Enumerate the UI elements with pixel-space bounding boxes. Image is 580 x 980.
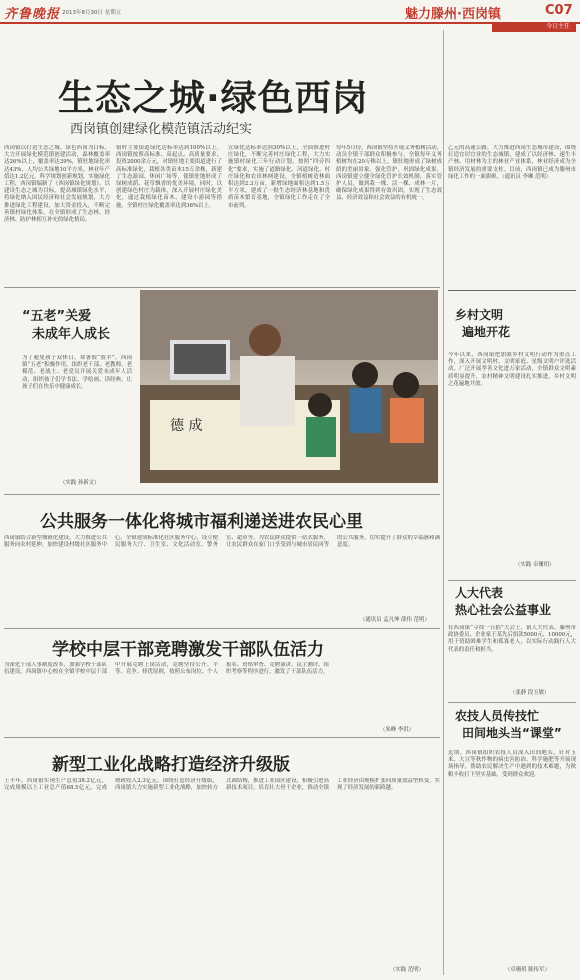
news-photo (140, 290, 438, 483)
calligraphy-class-image (140, 290, 438, 483)
industry-headline: 新型工业化战略打造经济升级版 (52, 755, 290, 775)
section-divider (4, 287, 440, 288)
feature-subtitle: 西岗镇创建绿化模范镇活动纪实 (70, 122, 253, 137)
side3-title2: 田间地头当“课堂” (462, 726, 562, 740)
recruitment-headline: 学校中层干部竞聘激发干部队伍活力 (52, 640, 324, 660)
public-service-body: 西岗镇结合新型城镇化建设，大力推进公共服务向农村延伸，加快建设村级社区服务中心，全镇建成标准化社区服务中心，设立便民服务大厅、卫生室、文化活动室、警务室、超市等，为农民群众提供一站式服务，让农民群众在家门口享受到与城市居民同等的公共服务，切实提升了群众的幸福感和满意度。 (4, 535, 440, 549)
issue-date: 2013年8月30日 星期五 (62, 10, 122, 16)
feature-col3: 宣绿化达标率达到30%以上，全面推进村庄绿化，不断完善村庄绿化工程，大力实施镇村绿化三年行动计划，按照“四旁四化”要求，实施了道路绿化、河道绿化、村庄绿化和农田林网建设，全镇植树造林面积达到2.3万亩，新增绿地面积达到1.5万平方米，建成了一批生态经济林基地和优质苗木繁育基地，全镇绿化工作走在了全市前列。 (228, 145, 330, 209)
feature-col5: 乙元的高速公路，大力推进西岗生态城市建设，围绕打造宜居宜业的生态城镇，建成了以经济林、速生丰产林、用材林为主的林业产业体系，林业经济成为全镇经济发展的重要支柱。目前，西岗镇已成为滕州市绿化工作的一面旗帜。（通讯员 李琳 范明） (448, 145, 576, 180)
photo-story-title1: “五老”关爱 (22, 309, 92, 324)
side3-title1: 农技人员传技忙 (455, 709, 540, 723)
column-divider (443, 30, 444, 975)
side2-credit: （张静 段玉敏） (510, 690, 550, 696)
side3-credit: （卓珊玥 陈传军） (505, 967, 550, 973)
side2-title2: 热心社会公益事业 (455, 603, 552, 617)
side1-body: 今年以来，西岗镇把加强乡村文明行动作为重点工作，深入开展文明村、文明家庭、星级文明户评选活动，广泛开展孝善文化进万家活动，全镇群众文明素质明显提升，农村精神文明建设扎实推进，乡村文明之花遍地开放。 (448, 352, 576, 387)
divider (4, 737, 440, 738)
divider (4, 628, 440, 629)
photo-story-body: 为了避免孩子双休日、寒暑假“放羊”，西岗镇“五老”积极作用，组织老干部、老教师、老模范、老战士、老党员开展关爱未成年人活动，组织孩子们学书法、学绘画、读经典，让孩子们在快乐中健康成长。 (22, 355, 132, 390)
feature-title: 生态之城·绿色西岗 (58, 78, 369, 119)
side2-body: 在西岗镇“寻找一日捐”大会上，镇人大代表、滕州市政协委员、企业家王某先后捐款5000元、10000元，用于资助困难学生和孤寡老人，以实际行动践行人大代表的责任和担当。 (448, 625, 576, 653)
side3-body: 近期，西岗镇组织农技人员深入田间地头，针对玉米、大豆等秋作物的病虫害防治、科学施肥等开展现场指导，帮助农民解决生产中遇到的技术难题，为秋粮丰收打下坚实基础，受到群众欢迎。 (448, 750, 576, 778)
photo-story-title2: 未成年人成长 (32, 327, 111, 342)
side2-title1: 人大代表 (455, 586, 504, 600)
feature-col1: 西岗镇以打造生态之城、绿色西岗为目标，大力开展绿化模范镇创建活动，森林覆盖率达26%以上，覆盖率达39%，镇驻地绿化率达43%，人均公共绿地10平方米，林业年产值达1.2亿元。科学规划创新规划，实施绿化工程，西岗镇编制了《西岗镇绿化规划》，以建设生态之城为目标，提高城镇绿化水平，将绿化纳入国民经济和社会发展规划，大力推进绿化工程建设，加大资金投入，不断完善镇村绿化体系，在全镇形成了生态林、经济林、防护林相互补充的绿化格局。 (4, 145, 110, 224)
industry-credit: （实践 范明） (390, 967, 425, 973)
recruitment-credit: （朱峰 李洪） (380, 727, 415, 733)
industry-body: 上半年，西岗镇实现生产总值38.2亿元，完成规模以上工业总产值68.5亿元，完成财政收入2.3亿元。围绕打造经济升级版，西岗镇大力实施新型工业化战略，加快转方式调结构，推进工业园区建设，积极引进高新技术项目，培育壮大骨干企业，推动全镇工业经济由规模扩张向质量效益型转变，实现了经济发展的新跨越。 (4, 778, 440, 792)
feature-col2: 镇村主要街道绿化达标率达到100%以上。西岗镇按照高标准、高起点、高质量要求，投资2000余万元，对镇驻地主要街道进行了高标准绿化，栽植各类苗木15万余株，新建了生态游园、休闲广场等，使镇驻地形成了绿树成荫、花草飘香的优美环境。同时，以创建绿色村庄为载体，深入开展村庄绿化美化，通过栽植绿化苗木、建设小游园等措施，全镇村庄绿化覆盖率达到36%以上。 (116, 145, 222, 209)
sidebar-divider (448, 290, 576, 291)
feature-col4: 每年5月份，西岗镇坚持开展义务植树活动，动员全镇干部群众积极参与，全镇每年义务植树均在20万株以上，镇驻地形成了绿树成荫的美丽景象。强化管护，巩固绿化成果，西岗镇建立健全绿化管护长效机制，落实管护人员，做到栽一棵、活一棵、成林一片，确保绿化成果得到有效巩固，实现了生态效益、经济效益和社会效益的有机统一。 (336, 145, 442, 202)
divider (4, 494, 440, 495)
section-title: 魅力滕州·西岗镇 (405, 7, 501, 22)
masthead-logo: 齐鲁晚报 (4, 7, 61, 22)
side1-title2: 遍地开花 (462, 325, 511, 339)
photo-story-credit: （实践 孙新文） (60, 480, 100, 486)
recruitment-body: 为深化干部人事制度改革，加强学校干部队伍建设，西岗镇中心校在全镇学校中层干部中开展竞聘上岗活动，竞聘坚持公开、平等、竞争、择优原则，按照公布岗位、个人报名、资格审查、竞聘演讲、民主测评、组织考察等程序进行，激发了干部队伍活力。 (4, 662, 329, 676)
side1-credit: （实践 卓珊玥） (515, 562, 555, 568)
public-service-credit: （通讯员 孟凡坤 薛伟 范明） (360, 617, 430, 623)
page-number: C07 (545, 3, 573, 18)
editor-label: 今日主任 (492, 22, 576, 32)
divider (448, 702, 576, 703)
divider (448, 580, 576, 581)
public-service-headline: 公共服务一体化将城市福利递送进农民心里 (40, 512, 363, 532)
side1-title1: 乡村文明 (455, 308, 504, 322)
svg-text:德 成: 德 成 (170, 418, 203, 434)
